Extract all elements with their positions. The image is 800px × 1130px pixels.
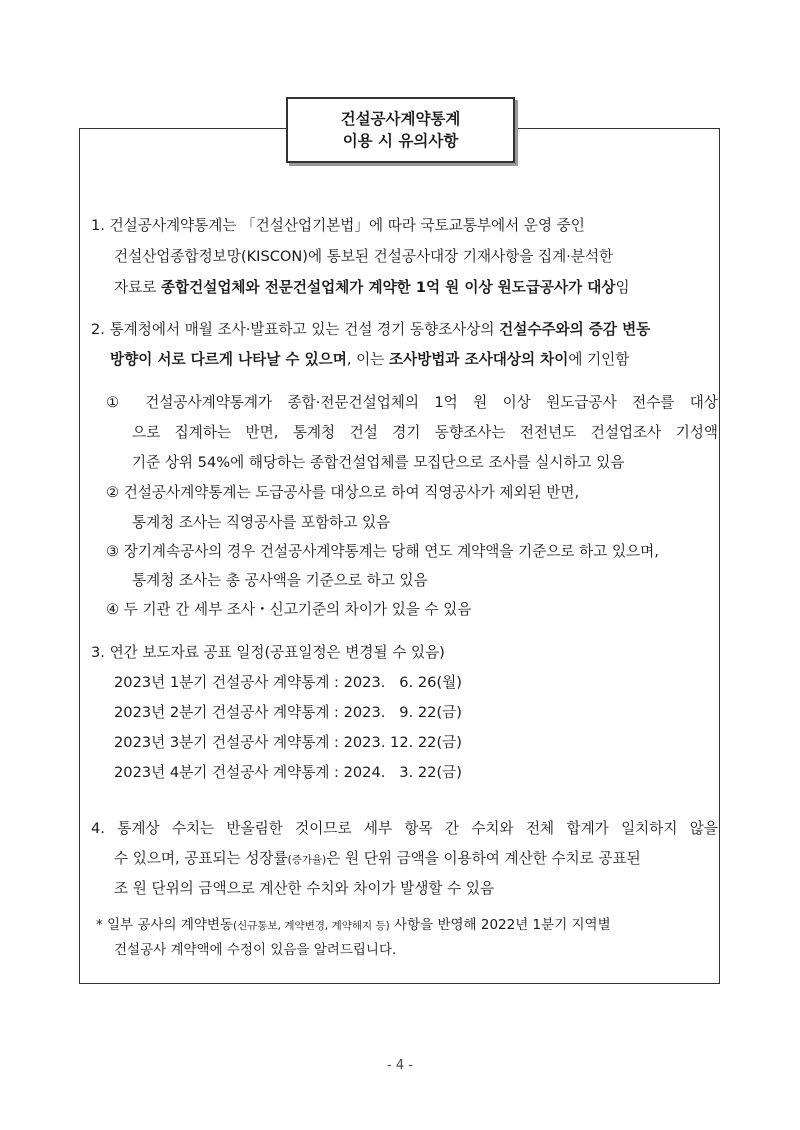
item2-line2-d: 에 기인함 bbox=[568, 351, 630, 368]
item4-line2 bbox=[114, 849, 641, 870]
note-line1 bbox=[96, 915, 611, 936]
item4-line2-c: 은 원 단위 금액을 이용하여 계산한 수치로 공표된 bbox=[326, 850, 641, 867]
note-line1-c: 사항을 반영해 2022년 1분기 지역별 bbox=[389, 917, 611, 933]
item3-heading: 3. 연간 보도자료 공표 일정(공표일정은 변경될 수 있음) bbox=[91, 644, 445, 661]
page-number: - 4 - bbox=[387, 1058, 413, 1073]
sub1-line1: ① 건설공사계약통계가 종합·전문건설업체의 1억 원 이상 원도급공사 전수를 대상 bbox=[106, 394, 718, 411]
item1-line3-a: 자료로 bbox=[114, 279, 161, 296]
sub3-line2: 통계청 조사는 총 공사액을 기준으로 하고 있음 bbox=[132, 572, 428, 589]
item1-line2: 건설산업종합정보망(KISCON)에 통보된 건설공사대장 기재사항을 집계·분석한 bbox=[114, 248, 614, 265]
item1-line3-bold: 종합건설업체와 전문건설업체가 계약한 1억 원 이상 원도급공사가 대상 bbox=[160, 279, 616, 296]
title-line-1: 건설공사계약통계 bbox=[340, 110, 461, 128]
sub4-line1: ④ 두 기관 간 세부 조사・신고기준의 차이가 있을 수 있음 bbox=[106, 601, 472, 618]
item2-line1 bbox=[91, 320, 650, 340]
item1-line3 bbox=[114, 278, 630, 298]
note-line2: 건설공사 계약액에 수정이 있음을 알려드립니다. bbox=[114, 942, 397, 958]
item4-line3: 조 원 단위의 금액으로 계산한 수치와 차이가 발생할 수 있음 bbox=[114, 880, 495, 897]
item2-line1-bold: 건설수주와의 증감 변동 bbox=[499, 321, 651, 338]
item1-line1: 1. 건설공사계약통계는 「건설산업기본법」에 따라 국토교통부에서 운영 중인 bbox=[91, 217, 585, 234]
item4-line2-a: 수 있으며, 공표되는 성장률 bbox=[114, 850, 288, 867]
sub3-line1: ③ 장기계속공사의 경우 건설공사계약통계는 당해 연도 계약액을 기준으로 하고 있으며, bbox=[106, 543, 659, 560]
sub2-line2: 통계청 조사는 직영공사를 포함하고 있음 bbox=[132, 514, 391, 531]
item2-line2 bbox=[110, 350, 629, 370]
item4-line2-small: (증가율) bbox=[287, 854, 327, 866]
schedule-row-1: 2023년 1분기 건설공사 계약통계 : 2023. 6. 26(월) bbox=[114, 674, 462, 691]
item2-line2-b: , 이는 bbox=[346, 351, 389, 368]
item2-line1-a: 2. 통계청에서 매월 조사·발표하고 있는 건설 경기 동향조사상의 bbox=[91, 321, 500, 338]
schedule-row-4: 2023년 4분기 건설공사 계약통계 : 2024. 3. 22(금) bbox=[114, 764, 462, 781]
schedule-row-3: 2023년 3분기 건설공사 계약통계 : 2023. 12. 22(금) bbox=[114, 734, 462, 751]
item4-line1: 4. 통계상 수치는 반올림한 것이므로 세부 항목 간 수치와 전체 합계가 일치하지 않을 bbox=[91, 820, 718, 837]
item2-line2-bold1: 방향이 서로 다르게 나타날 수 있으며 bbox=[110, 351, 347, 368]
item2-line2-bold2: 조사방법과 조사대상의 차이 bbox=[389, 351, 569, 368]
title-line-2: 이용 시 유의사항 bbox=[342, 132, 459, 150]
sub1-line3: 기준 상위 54%에 해당하는 종합건설업체를 모집단으로 조사를 실시하고 있음 bbox=[132, 454, 625, 471]
note-line1-small: (신규통보, 계약변경, 계약해지 등) bbox=[233, 920, 390, 932]
schedule-row-2: 2023년 2분기 건설공사 계약통계 : 2023. 9. 22(금) bbox=[114, 704, 462, 721]
sub1-line2: 으로 집계하는 반면, 통계청 건설 경기 동향조사는 전전년도 건설업조사 기성액 bbox=[132, 424, 718, 441]
note-line1-a: * 일부 공사의 계약변동 bbox=[96, 917, 233, 933]
title-box bbox=[286, 97, 515, 163]
item1-line3-c: 임 bbox=[615, 279, 630, 296]
sub2-line1: ② 건설공사계약통계는 도급공사를 대상으로 하여 직영공사가 제외된 반면, bbox=[106, 484, 580, 501]
